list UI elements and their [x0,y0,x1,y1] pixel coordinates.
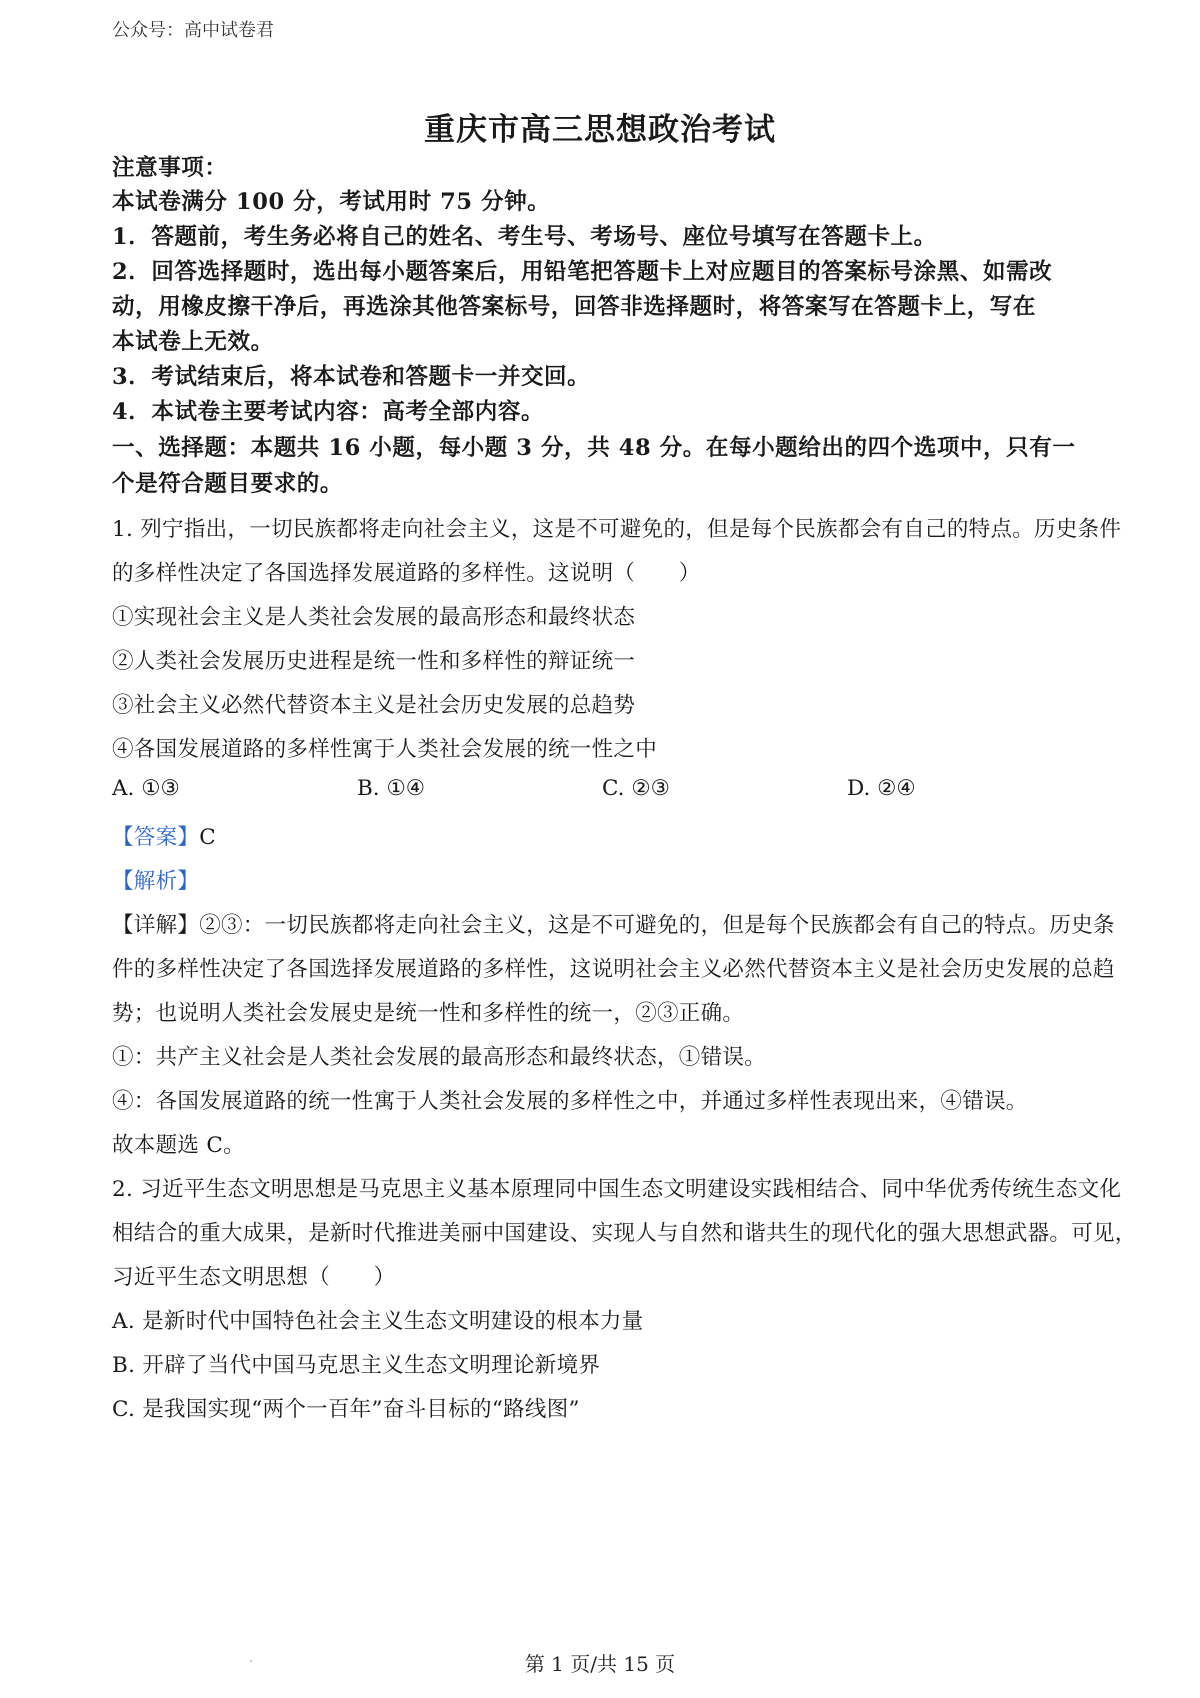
notice-line: 4．本试卷主要考试内容：高考全部内容。 [112,399,545,425]
answer-label: 【答案】 [112,825,200,850]
page-footer: 第 1 页/共 15 页 [524,1652,676,1676]
option-b: B. 开辟了当代中国马克思主义生态文明理论新境界 [112,1353,601,1378]
analysis-label: 【解析】 [112,869,200,894]
option-c: C. 是我国实现“两个一百年”奋斗目标的“路线图” [112,1397,580,1422]
question-stem: 2. 习近平生态文明思想是马克思主义基本原理同中国生态文明建设实践相结合、同中华优秀传统生态文化 [112,1177,1122,1202]
header-tag: 公众号：高中试卷君 [112,20,274,41]
question-item: ④各国发展道路的多样性寓于人类社会发展的统一性之中 [112,737,658,762]
analysis-line: 势；也说明人类社会发展史是统一性和多样性的统一，②③正确。 [112,1001,745,1026]
option-a: A. ①③ [112,776,180,801]
option-c: C. ②③ [602,776,670,801]
option-a: A. 是新时代中国特色社会主义生态文明建设的根本力量 [112,1309,644,1334]
question-stem: 的多样性决定了各国选择发展道路的多样性。这说明（ ） [112,561,701,586]
notice-line: 2．回答选择题时，选出每小题答案后，用铅笔把答题卡上对应题目的答案标号涂黑、如需改 [112,259,1053,285]
page-title: 重庆市高三思想政治考试 [424,112,776,148]
section-heading: 一、选择题：本题共 16 小题，每小题 3 分，共 48 分。在每小题给出的四个选项中，只有一 [112,435,1076,461]
option-d: D. ②④ [847,776,916,801]
question-stem: 相结合的重大成果，是新时代推进美丽中国建设、实现人与自然和谐共生的现代化的强大思想武器。可见， [112,1221,1137,1246]
notice-heading: 注意事项： [112,155,228,181]
notice-line: 3．考试结束后，将本试卷和答题卡一并交回。 [112,364,591,390]
notice-line: 本试卷满分 100 分，考试用时 75 分钟。 [112,189,551,215]
analysis-line: 故本题选 C。 [112,1133,245,1158]
analysis-line: ④：各国发展道路的统一性寓于人类社会发展的多样性之中，并通过多样性表现出来，④错误。 [112,1089,1028,1114]
question-stem: 1. 列宁指出，一切民族都将走向社会主义，这是不可避免的，但是每个民族都会有自己的特点。历史条件 [112,517,1122,542]
notice-line: 动，用橡皮擦干净后，再选涂其他答案标号，回答非选择题时，将答案写在答题卡上，写在 [112,294,1037,320]
section-heading: 个是符合题目要求的。 [112,471,344,497]
analysis-line: 【详解】②③：一切民族都将走向社会主义，这是不可避免的，但是每个民族都会有自己的特点。历史条 [112,913,1115,938]
analysis-line: ①：共产主义社会是人类社会发展的最高形态和最终状态，①错误。 [112,1045,767,1070]
question-item: ③社会主义必然代替资本主义是社会历史发展的总趋势 [112,693,636,718]
question-stem: 习近平生态文明思想（ ） [112,1265,396,1290]
question-item: ②人类社会发展历史进程是统一性和多样性的辩证统一 [112,649,636,674]
notice-line: 本试卷上无效。 [112,329,274,355]
answer [112,820,216,851]
option-b: B. ①④ [357,776,426,801]
analysis-line: 件的多样性决定了各国选择发展道路的多样性，这说明社会主义必然代替资本主义是社会历史发展的总趋 [112,957,1115,982]
notice-line: 1．答题前，考生务必将自己的姓名、考生号、考场号、座位号填写在答题卡上。 [112,224,937,250]
question-item: ①实现社会主义是人类社会发展的最高形态和最终状态 [112,605,636,630]
answer-value: C [199,825,216,850]
